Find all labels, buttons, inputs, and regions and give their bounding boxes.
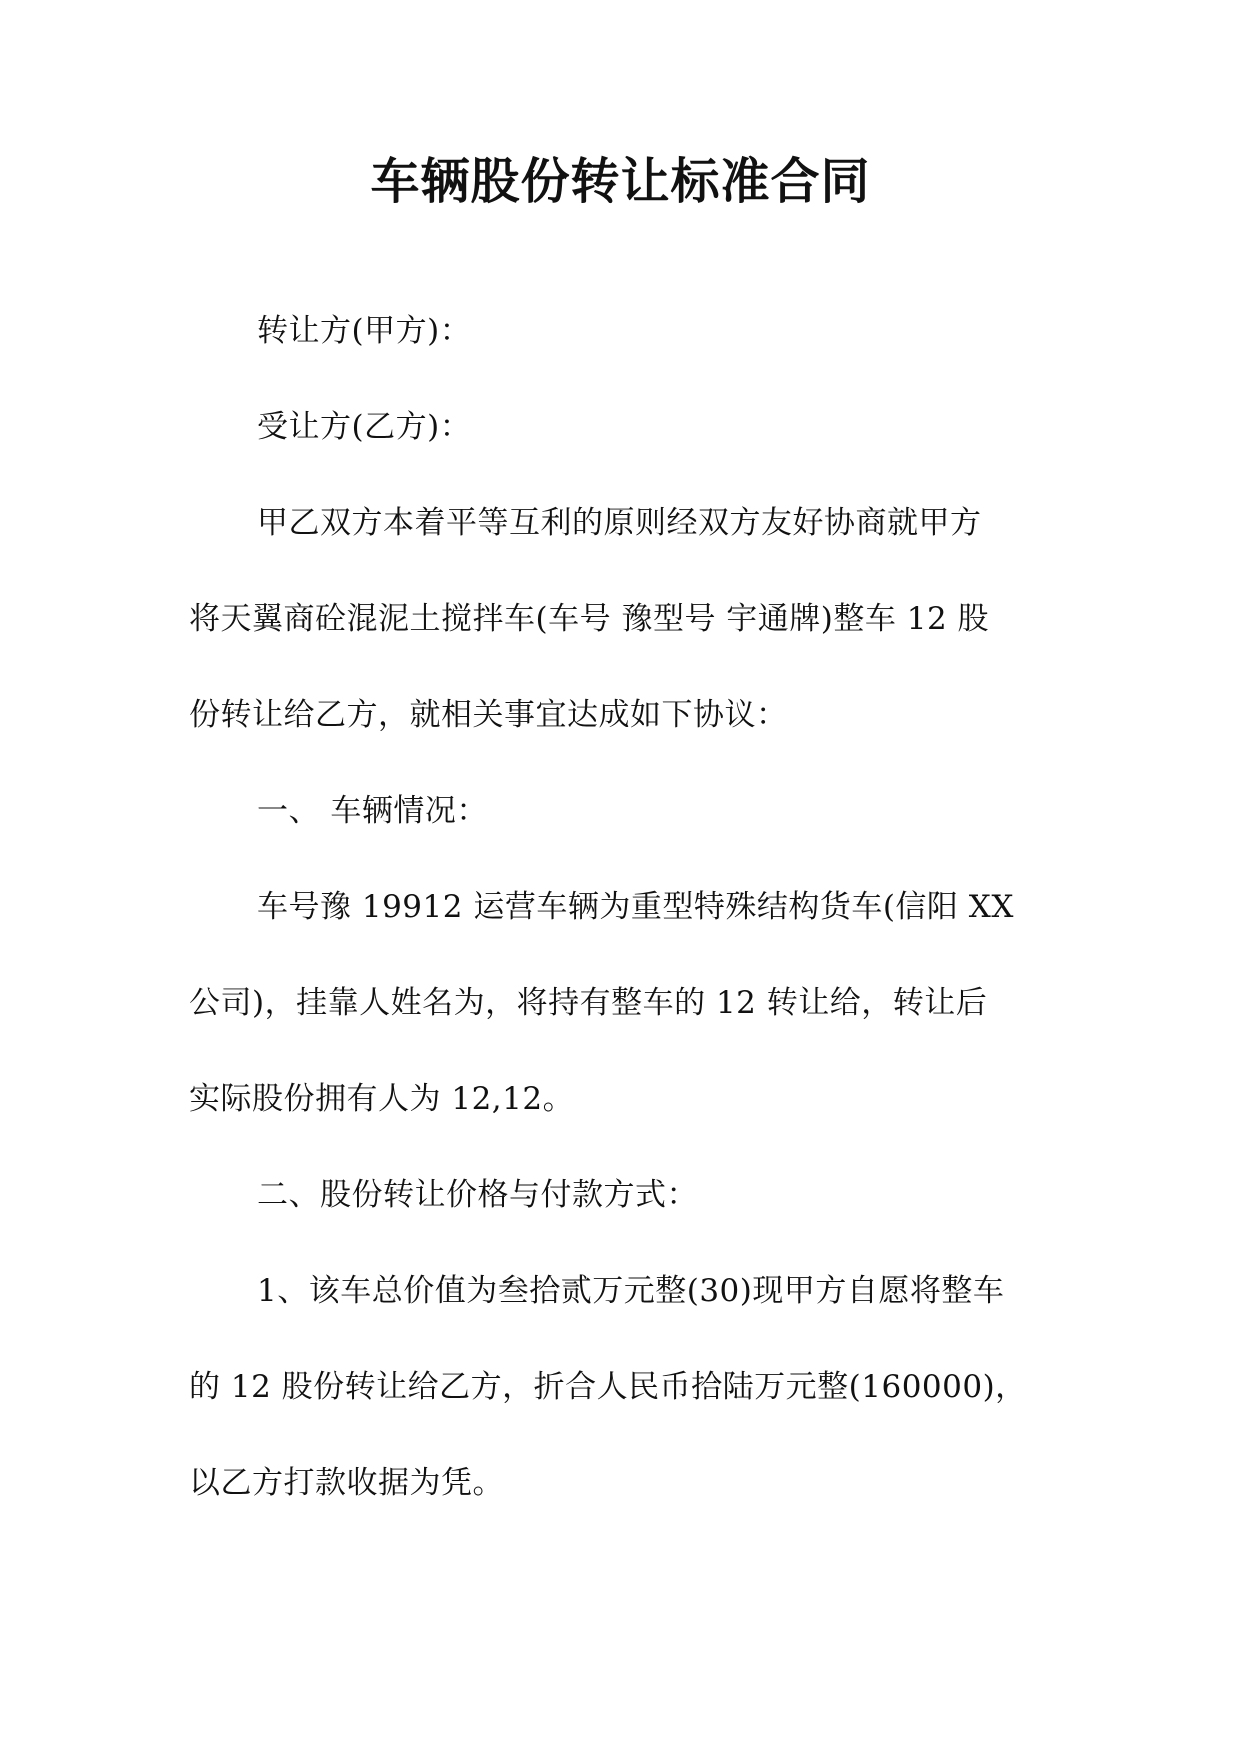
section-heading: 二、股份转让价格与付款方式： xyxy=(257,1177,698,1213)
paragraph-line: 将天翼商砼混泥土搅拌车(车号 豫型号 宇通牌)整车 12 股 xyxy=(189,601,990,637)
section-heading: 一、 车辆情况： xyxy=(257,793,488,829)
paragraph-line: 1、该车总价值为叁拾贰万元整(30)现甲方自愿将整车 xyxy=(257,1273,1005,1309)
paragraph-line: 以乙方打款收据为凭。 xyxy=(189,1465,504,1501)
paragraph-line: 车号豫 19912 运营车辆为重型特殊结构货车(信阳 XX xyxy=(257,889,1014,925)
transferee-line: 受让方(乙方)： xyxy=(257,409,472,445)
paragraph-line: 份转让给乙方，就相关事宜达成如下协议： xyxy=(189,697,788,733)
transferor-line: 转让方(甲方)： xyxy=(257,313,472,349)
paragraph-line: 公司)，挂靠人姓名为，将持有整车的 12 转让给，转让后 xyxy=(189,985,988,1021)
paragraph-line: 甲乙双方本着平等互利的原则经双方友好协商就甲方 xyxy=(257,505,982,541)
document-title: 车辆股份转让标准合同 xyxy=(370,153,871,210)
paragraph-line: 的 12 股份转让给乙方，折合人民币拾陆万元整(160000)， xyxy=(189,1369,1027,1405)
paragraph-line: 实际股份拥有人为 12,12。 xyxy=(189,1081,575,1117)
